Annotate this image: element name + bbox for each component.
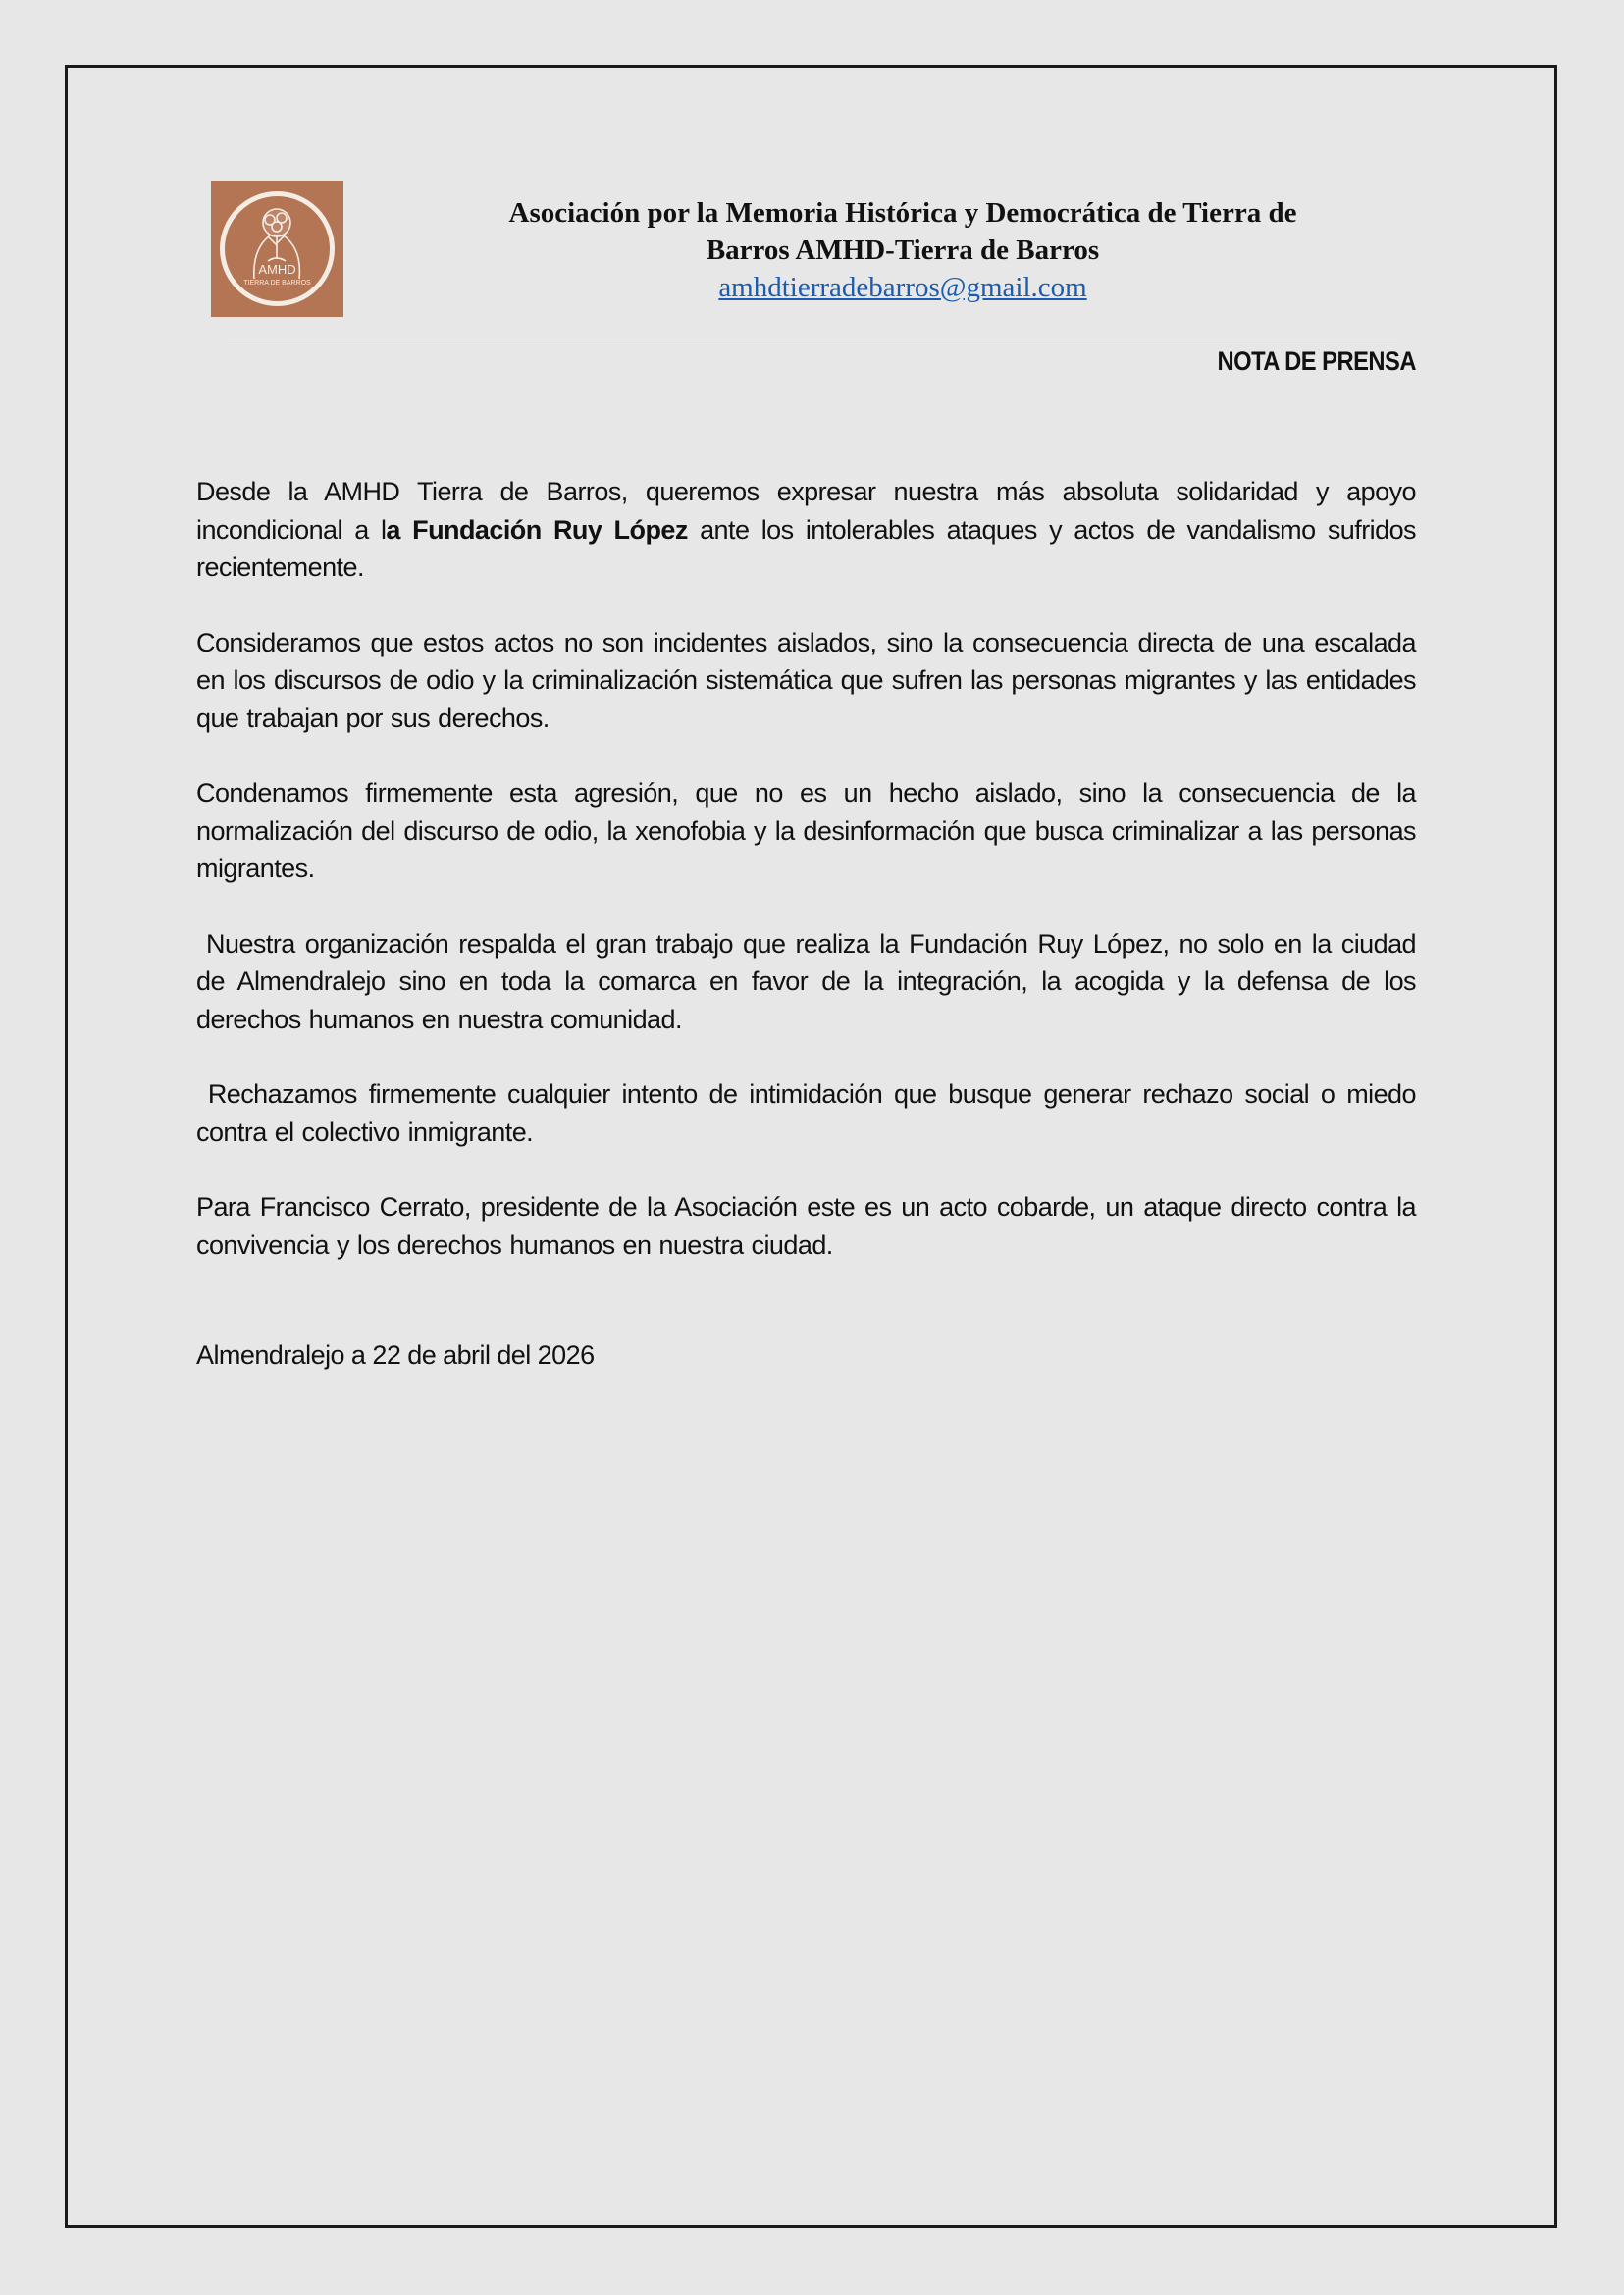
- paragraph-1-text-end: ante los intolerables ataques y actos de vandalismo sufridos recientemente.: [196, 514, 1416, 582]
- logo-text-sub: TIERRA DE BARROS: [243, 280, 311, 287]
- place-and-date: Almendralejo a 22 de abril del 2026: [196, 1340, 595, 1370]
- paragraph-1: [196, 473, 1416, 587]
- document-type-label: NOTA DE PRENSA: [1217, 346, 1416, 376]
- logo-text-main: AMHD: [258, 262, 296, 277]
- organization-name: [412, 194, 1393, 269]
- paragraph-3: Condenamos firmemente esta agresión, que no es un hecho aislado, sino la consecuencia de la normalización del discurso de odio, la xenofobia y la desinformación que busca criminalizar a las personas migrantes.: [196, 778, 1416, 883]
- press-release-body: [196, 473, 1424, 1301]
- paragraph-1-text: Desde la AMHD Tierra de Barros, queremos expresar nuestra más absoluta solidaridad y apoyo incondicional a l: [196, 477, 1416, 545]
- organization-logo: [211, 181, 343, 317]
- paragraph-2: Consideramos que estos actos no son incidentes aislados, sino la consecuencia directa de una escalada en los discursos de odio y la criminalización sistemática que sufren las personas migrantes y las entidades que trabajan por sus derechos.: [196, 627, 1416, 733]
- foundation-name-bold: a Fundación Ruy López: [386, 514, 688, 545]
- organization-name-line-1: Asociación por la Memoria Histórica y Democrática de Tierra de: [508, 197, 1297, 229]
- paragraph-6: Para Francisco Cerrato, presidente de la Asociación este es un acto cobarde, un ataque directo contra la convivencia y los derechos humanos en nuestra ciudad.: [196, 1192, 1416, 1260]
- paragraph-4: Nuestra organización respalda el gran trabajo que realiza la Fundación Ruy López, no solo en la ciudad de Almendralejo sino en toda la comarca en favor de la integración, la acogida y la defensa de los derechos humanos en nuestra comunidad.: [196, 928, 1424, 1034]
- paragraph-5: Rechazamos firmemente cualquier intento de intimidación que busque generar rechazo social o miedo contra el colectivo inmigrante.: [196, 1079, 1424, 1147]
- organization-name-line-2: Barros AMHD-Tierra de Barros: [706, 235, 1100, 266]
- organization-email-link[interactable]: amhdtierradebarros@gmail.com: [718, 272, 1087, 303]
